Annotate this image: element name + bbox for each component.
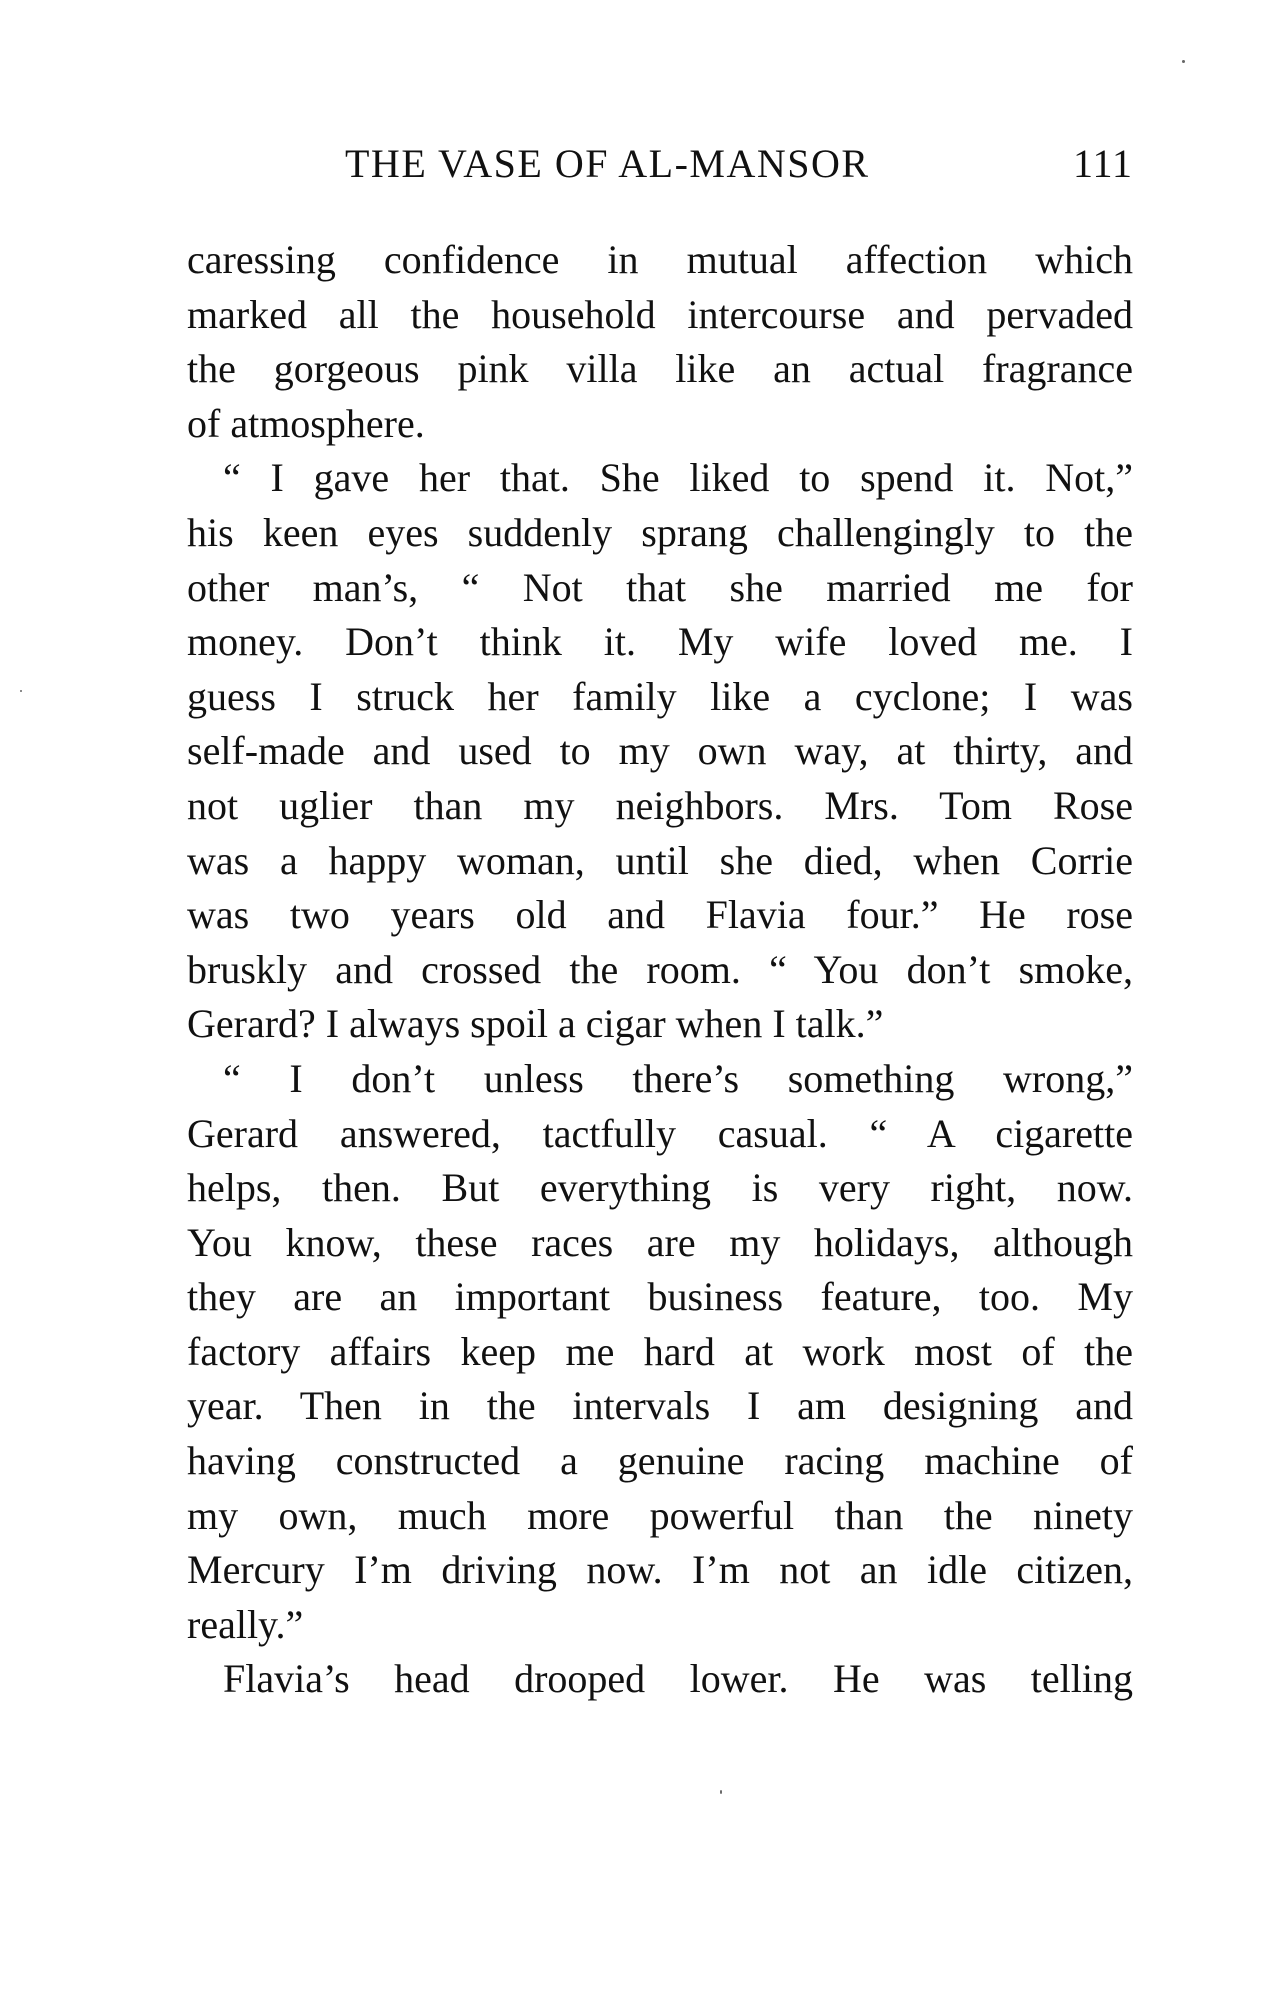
- text-line: factory affairs keep me hard at work most of the: [187, 1328, 1133, 1374]
- page-number: 111: [1072, 141, 1133, 186]
- text-line: Gerard? I always spoil a cigar when I talk.”: [187, 1001, 884, 1047]
- running-head: [187, 138, 1133, 190]
- text-line: “ I don’t unless there’s something wrong,”: [223, 1055, 1133, 1101]
- text-line: You know, these races are my holidays, although: [187, 1219, 1133, 1265]
- text-line: Mercury I’m driving now. I’m not an idle citizen,: [187, 1547, 1133, 1593]
- text-line: they are an important business feature, too. My: [187, 1274, 1133, 1320]
- text-line: money. Don’t think it. My wife loved me. I: [187, 619, 1133, 665]
- text-line: Gerard answered, tactfully casual. “ A cigarette: [187, 1110, 1133, 1156]
- paper-speck: [720, 1790, 722, 1794]
- text-line: other man’s, “ Not that she married me for: [187, 564, 1133, 610]
- text-line: self-made and used to my own way, at thirty, and: [187, 728, 1133, 774]
- text-line: the gorgeous pink villa like an actual fragrance: [187, 346, 1133, 392]
- text-line: marked all the household intercourse and pervaded: [187, 291, 1133, 337]
- text-line: caressing confidence in mutual affection which: [187, 237, 1133, 282]
- text-line: helps, then. But everything is very right, now.: [187, 1165, 1133, 1211]
- text-line: bruskly and crossed the room. “ You don’t smoke,: [187, 946, 1133, 992]
- paper-speck: [20, 690, 22, 692]
- text-line: not uglier than my neighbors. Mrs. Tom Rose: [187, 782, 1133, 828]
- text-line: was two years old and Flavia four.” He rose: [187, 892, 1133, 938]
- text-line: “ I gave her that. She liked to spend it. Not,”: [223, 455, 1133, 501]
- paper-speck: [1182, 60, 1185, 63]
- text-line: year. Then in the intervals I am designing and: [187, 1383, 1133, 1429]
- text-line: my own, much more powerful than the ninety: [187, 1492, 1133, 1538]
- text-line: really.”: [187, 1601, 304, 1647]
- body-text: [187, 233, 1133, 1707]
- text-line: guess I struck her family like a cyclone; I was: [187, 673, 1133, 719]
- text-line: was a happy woman, until she died, when Corrie: [187, 837, 1133, 883]
- text-line: Flavia’s head drooped lower. He was telling: [223, 1656, 1133, 1702]
- running-title: THE VASE OF AL-MANSOR: [345, 141, 870, 186]
- text-line: having constructed a genuine racing machine of: [187, 1438, 1133, 1484]
- text-line: of atmosphere.: [187, 400, 425, 446]
- text-line: his keen eyes suddenly sprang challengingly to the: [187, 509, 1133, 555]
